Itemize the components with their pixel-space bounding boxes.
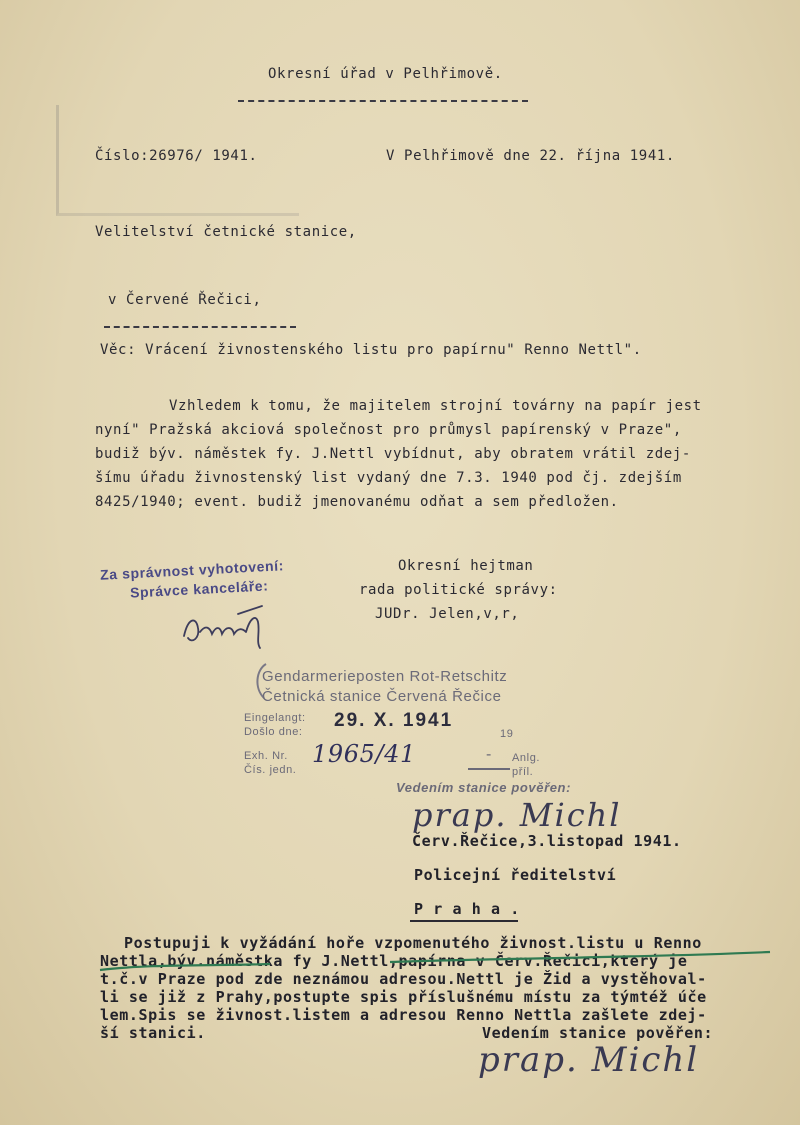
signature-role: rada politické správy: — [359, 582, 558, 598]
station-signature-bottom: prap. Michl — [478, 1040, 700, 1080]
cis-jedn-label: Čís. jedn. — [244, 764, 297, 776]
registry-number-handwritten: 1965/41 — [312, 740, 416, 768]
annex-count: - — [486, 746, 492, 763]
addressee-line-1: Velitelství četnické stanice, — [95, 224, 357, 240]
receipt-stamp-line-1: Gendarmerieposten Rot-Retschitz — [262, 668, 508, 685]
anlg-label: Anlg. — [512, 752, 541, 764]
addressee-line-2: v Červené Řečici, — [108, 292, 262, 308]
city-underline — [410, 920, 518, 922]
reply-line-1: Postupuji k vyžádání hoře vzpomenutého živnost.listu u Renno — [124, 934, 702, 952]
subject-line: Věc: Vrácení živnostenského listu pro papírnu" Renno Nettl". — [100, 342, 642, 358]
clerk-signature — [176, 598, 276, 654]
reply-deputy-label: Vedením stanice pověřen: — [482, 1024, 714, 1042]
pril-label: příl. — [512, 766, 534, 778]
reply-line-4: li se již z Prahy,postupte spis příslušnému místu za týmtéž úče — [100, 988, 707, 1006]
body-line-4: šímu úřadu živnostenský list vydaný dne 7.3. 1940 pod čj. zdejším — [95, 470, 682, 486]
signature-name: JUDr. Jelen,v,r, — [375, 606, 520, 622]
received-label-cz: Došlo dne: — [244, 726, 303, 738]
body-line-3: budiž býv. náměstek fy. J.Nettl vybídnut, aby obratem vrátil zdej- — [95, 446, 691, 462]
exh-number-label: Exh. Nr. — [244, 750, 288, 762]
place-and-date: V Pelhřimově dne 22. října 1941. — [386, 148, 675, 164]
reply-line-3: t.č.v Praze pod zde neznámou adresou.Nettl je Žid a vystěhoval- — [100, 970, 707, 988]
reply-line-6: ší stanici. — [100, 1024, 206, 1042]
received-year-suffix: 19 — [500, 728, 514, 740]
deputy-stamp-label: Vedením stanice pověřen: — [396, 780, 572, 795]
correctness-stamp-line-1: Za správnost vyhotovení: — [99, 557, 285, 583]
office-title: Okresní úřad v Pelhřimově. — [268, 66, 503, 82]
body-line-1: Vzhledem k tomu, že majitelem strojní továrny na papír jest — [169, 398, 702, 414]
reply-city: P r a h a . — [414, 900, 520, 918]
reply-recipient: Policejní ředitelství — [414, 866, 617, 884]
addressee-underline — [104, 326, 296, 328]
receipt-stamp-line-2: Četnická stanice Červená Řečice — [262, 688, 502, 705]
reply-line-5: lem.Spis se živnost.listem a adresou Renno Nettla zašlete zdej- — [100, 1006, 707, 1024]
green-pencil-underline — [90, 940, 790, 980]
signature-title: Okresní hejtman — [398, 558, 534, 574]
reply-line-2: Nettla,býv.náměstka fy J.Nettl,papírna v Červ.Řečici,který je — [100, 952, 688, 970]
body-line-2: nyní" Pražská akciová společnost pro průmysl papírenský v Praze", — [95, 422, 682, 438]
title-underline — [238, 100, 528, 102]
correctness-stamp-line-2: Správce kanceláře: — [129, 577, 269, 601]
body-line-5: 8425/1940; event. budiž jmenovanému odňat a sem předložen. — [95, 494, 619, 510]
received-date: 29. X. 1941 — [334, 710, 454, 731]
reply-place-date: Červ.Řečice,3.listopad 1941. — [412, 832, 682, 850]
received-label-de: Eingelangt: — [244, 712, 306, 724]
station-signature-top: prap. Michl — [412, 796, 622, 834]
annex-underline — [468, 768, 510, 770]
reference-number: Číslo:26976/ 1941. — [95, 148, 258, 164]
